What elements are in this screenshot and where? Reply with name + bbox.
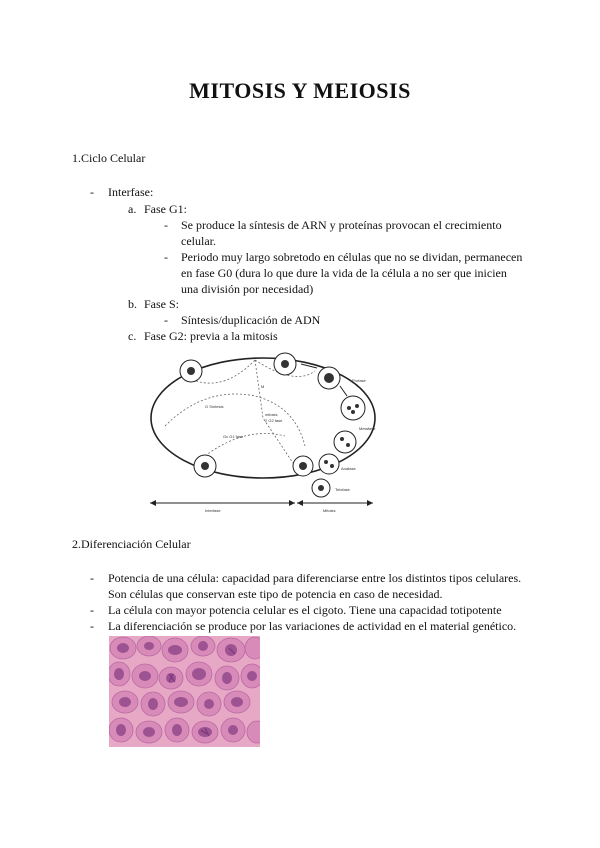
svg-text:Gc G1 fase: Gc G1 fase — [223, 434, 244, 439]
diff-bullet-2: La célula con mayor potencia celular es el cigoto. Tiene una capacidad totipotente — [108, 603, 502, 617]
svg-text:Interfase: Interfase — [205, 508, 221, 513]
g1-bullet-1-line-2: celular. — [181, 234, 216, 248]
section-heading-ciclo-celular: 1.Ciclo Celular — [72, 151, 146, 165]
svg-text:G Síntesis: G Síntesis — [205, 404, 224, 409]
g1-bullet-2-line-1: Periodo muy largo sobretodo en células que no se dividan, permanecen — [181, 250, 523, 264]
svg-text:M: M — [261, 384, 265, 389]
section-heading-diferenciacion: 2.Diferenciación Celular — [72, 537, 191, 551]
cell-micrograph-image — [109, 636, 260, 747]
diff-bullet-3: La diferenciación se produce por las variaciones de actividad en el material genético. — [108, 619, 517, 633]
s-bullet-1: Síntesis/duplicación de ADN — [181, 313, 321, 327]
list-dash: - — [90, 603, 94, 617]
interfase-label: Interfase: — [108, 185, 154, 199]
list-dash: - — [164, 250, 168, 264]
g1-bullet-2-line-3: una división por necesidad) — [181, 282, 314, 296]
list-marker-a: a. — [128, 202, 137, 216]
list-marker-b: b. — [128, 297, 137, 311]
list-dash: - — [164, 218, 168, 232]
phase-g1-label: Fase G1: — [144, 202, 187, 216]
list-dash: - — [90, 185, 94, 199]
diff-bullet-1-line-1: Potencia de una célula: capacidad para diferenciarse entre los distintos tipos celulares. — [108, 571, 522, 585]
diff-bullet-1-line-2: Son células que conservan este tipo de potencia en caso de necesidad. — [108, 587, 443, 601]
svg-text:Mitosis: Mitosis — [323, 508, 336, 513]
g1-bullet-1-line-1: Se produce la síntesis de ARN y proteínas provocan el crecimiento — [181, 218, 502, 232]
page-title: MITOSIS Y MEIOSIS — [189, 78, 411, 103]
svg-text:Metafase: Metafase — [359, 426, 376, 431]
svg-text:Telofase: Telofase — [335, 487, 350, 492]
phase-s-label: Fase S: — [144, 297, 180, 311]
svg-text:Anafase: Anafase — [341, 466, 356, 471]
svg-text:mitosis: mitosis — [265, 412, 278, 417]
g1-bullet-2-line-2: en fase G0 (dura lo que dure la vida de la célula a no ser que inicien — [181, 266, 507, 280]
list-dash: - — [90, 571, 94, 585]
cell-cycle-diagram — [145, 346, 385, 518]
phase-g2-label: Fase G2: previa a la mitosis — [144, 329, 278, 343]
list-marker-c: c. — [128, 329, 137, 343]
list-dash: - — [164, 313, 168, 327]
list-dash: - — [90, 619, 94, 633]
svg-text:Profase: Profase — [352, 378, 366, 383]
svg-text:2 G2 fase: 2 G2 fase — [265, 418, 283, 423]
